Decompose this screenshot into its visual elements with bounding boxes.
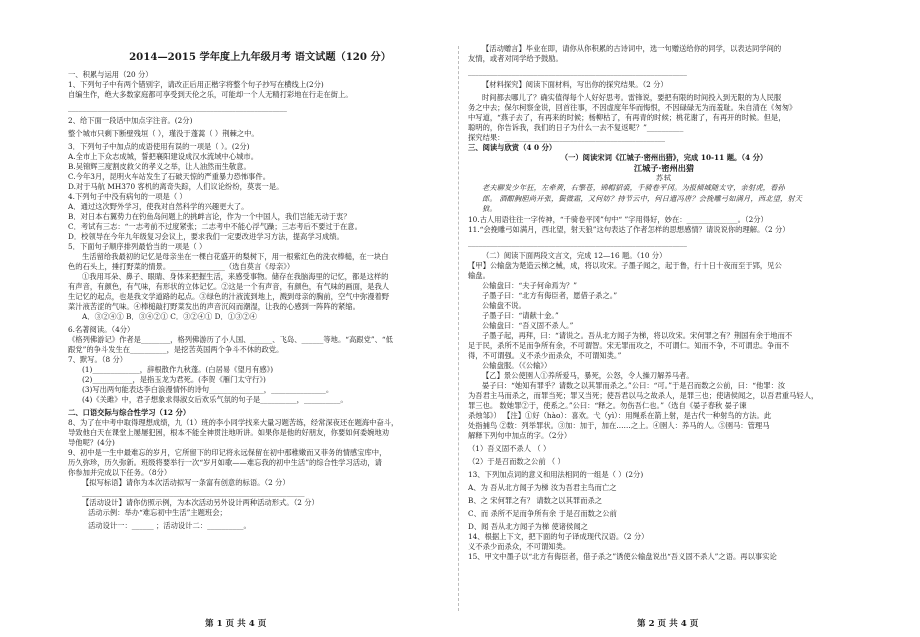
text-line: A．③②④① B．③④②① C．③②④① D．①③②④ <box>82 312 257 321</box>
text-line: D．校领导在今年九年级复习会议上，要求我们一定要改进学习方法，提高学习成绩。 <box>68 232 344 241</box>
text-line: 务之中去；保尔柯察金说，回首往事，不因虚度年华而悔恨，不因碌碌无为而羞耻。朱自清在《匆匆》 <box>468 103 797 112</box>
text-line: 6.名著阅读。（4分） <box>68 325 135 334</box>
column-divider <box>458 46 459 611</box>
text-line: 罪三也。 数她罪②于，使系之。”公曰：“释之。勿伤吾仁也。”（选自《晏子春秋 晏子谏 <box>468 400 747 410</box>
text-line: 13、下列加点词的意义和用法相同的一组是（ ）(2分) <box>468 469 644 479</box>
text-line: 历久弥珍，历久弥新。班级将要举行一次“岁月如歌——难忘我的初中生活”的综合性学习活动，请 <box>68 458 382 467</box>
text-line: ①我用耳朵、鼻子、眼睛、身体来把握生活，来感受事物。储存在我脑海里的记忆，都是这样的 <box>82 272 389 281</box>
text-line: 菜汁液苦涩的气味。④棒槌敲打野菜发出的声音沉闷而潮湿，让我的心感到一阵阵的紧缩。 <box>68 302 360 311</box>
text-line: 公输盘曰：“吾义固不杀人。” <box>482 320 574 330</box>
text-line: （二）阅读下面两段文言文，完成 12—16 题。（10 分） <box>482 250 667 260</box>
text-line: 整个城市只剩下断壁残垣（ ），瑾没于蓬蒿（ ）荆棘之中。 <box>68 129 259 138</box>
text-line: 聪明的，你告诉我，我们的日子为什么一去不复返呢？”__________ <box>468 123 684 132</box>
text-line: 探究结果：____________________________________________ <box>468 133 666 142</box>
text-line: B．对日本右翼势力在钓鱼岛问题上的挑衅言论，作为一个中国人，我们岂能无动于衷？ <box>68 212 351 221</box>
text-line: 义不杀少而杀众，不可谓知类。 <box>468 541 571 551</box>
text-line: 【活动赠言】毕业在即，请你从你积累的古诗词中，选一句赠送给你的同学，以表达同学间的 <box>482 44 782 53</box>
poem-line: 狼。 <box>482 204 497 213</box>
text-line: C.今年3月，昆明火车站发生了石破天惊的严重暴力恐怖事件。 <box>68 172 271 181</box>
text-line: 活动示例：举办“难忘初中生活”主题班会； <box>88 508 227 517</box>
text-line: A、为 吾从北方闻子为梯 汝为吾君主鸟而亡之 <box>468 482 617 492</box>
exam-title: 2014—2015 学年度上九年级月考 语文试题（120 分） <box>129 51 391 63</box>
text-line: 活动设计一：______ ；活动设计二：__________。 <box>88 521 251 530</box>
text-line: 10.古人用语往往一字传神，“千骑卷平冈”句中“ ”字用得好，妙在：______________。（2分） <box>468 214 768 224</box>
text-line: 【材料探究】阅读下面材料，写出你的探究结果。（2 分） <box>482 80 668 89</box>
page-two-column <box>468 0 860 637</box>
text-line: 生活留给我最初的记忆是母亲坐在一棵白花盛开的梨树下，用一根紫红色的洗衣棒槌，在一块白 <box>82 252 389 261</box>
text-line: 【活动设计】请你仿照示例，为本次活动另外设计两种活动形式。（2 分） <box>82 498 319 507</box>
text-line: （1）吾义固不杀人 （ ） <box>468 443 551 453</box>
text-line: 处指捕鸟 ②数：列举罪状。③加：加于，加在……之上。④圉人：养马的人。⑤圉马：管理马 <box>468 420 770 430</box>
text-line: 导他呢？(4分) <box>68 438 115 447</box>
text-line: 得，不可谓强。义不杀少而杀众，不可谓知类。” <box>468 350 622 360</box>
poem-line: 老夫聊发少年狂，左牵黄，右擎苍，锦帽貂裘，千骑卷平冈。为报倾城随太守，亲射虎，看孙 <box>482 183 785 192</box>
poem-line: 郎。 酒酣胸胆尚开张，鬓微霜，又何妨？持节云中，何日遣冯唐？会挽雕弓如满月，西北望，射天 <box>482 193 803 203</box>
text-line: 足于民，杀所不足而争所有余，不可谓智。宋无罪而攻之，不可谓仁。知而不争，不可谓忠。争而不 <box>468 340 790 350</box>
text-line: 3．下列句子中加点的成语使用有误的一项是（ ）。(2分) <box>68 142 250 151</box>
text-line: 生记忆的起点，也是我文学道路的起点。③绿色的汁液流到地上，溅到母亲的胸前，空气中弥漫着野 <box>68 292 390 301</box>
page-one-content <box>68 50 452 531</box>
text-line: 导致他白天在课堂上屡屡犯困，根本不能全神贯注地听讲。如果你是他的好朋友，你要如何委婉地劝 <box>68 428 390 437</box>
text-line: ____________________________________________________________ <box>68 103 287 112</box>
text-line: 公输盘不说。 <box>482 300 526 310</box>
page-one-questions <box>68 70 452 531</box>
text-line: 【乙】景公使圉人①养所爱马，暴死，公怒，令人操刀解养马者。 <box>482 370 694 380</box>
text-line: 输盘。 <box>468 270 490 280</box>
text-line: 一、积累与运用（20 分） <box>68 70 153 79</box>
text-line: 有声音，有颜色，有气味，有形状的立体记忆。②这是一个有声音，有颜色，有气味的画面，是我人 <box>68 282 390 291</box>
text-line: 杀烛邹》） 【注】①好（hào）：喜欢。弋（yì）：用绳系在箭上射，是古代一种射鸟的方法。此 <box>468 410 772 420</box>
text-line: 公输盘服。（《公输》） <box>482 360 552 370</box>
page-two-questions-part-one <box>468 44 860 163</box>
text-line: 解释下列句中加点的字。（2分） <box>468 430 572 440</box>
text-line: ____________________________________________________________ <box>468 67 687 76</box>
text-line: 中写道，“燕子去了，有再来的时候；杨柳枯了，有再青的时候；桃花谢了，有再开的时候。但是， <box>468 113 786 122</box>
text-line: (4)《关雎》中，君子想象求得淑女后欢乐气氛的句子是__________，__________。 <box>82 395 348 404</box>
poem-text <box>468 183 860 215</box>
text-line: 友情，或者对同学给予鼓励。 <box>468 54 563 63</box>
text-line: C．考试有三志：“一志考前不过度紧张；二志考中不能心浮气躁；三志考后不要过于在意。 <box>68 222 362 231</box>
text-line: 【甲】公输盘为楚造云梯之械，成，将以攻宋。子墨子闻之，起于鲁，行十日十夜而至于郢，见公 <box>468 260 782 270</box>
page-one-column <box>68 0 452 637</box>
text-line: 你参加并完成以下任务。（8分） <box>68 468 172 477</box>
text-line: B、之 宋何罪之有？ 请数之以其罪而杀之 <box>468 495 603 505</box>
text-line: 15、甲文中墨子以“北方有侮臣者，借子杀之”诱使公输盘说出“吾义固不杀人”之语。再以事实论 <box>468 551 777 561</box>
text-line: 子墨子曰：“请献十金。” <box>482 310 559 320</box>
text-line: 晏子曰：“她知有罪乎？请数之以其罪而杀之。”公曰：“可。”于是召而数之公前，曰：“他罪：汝 <box>482 380 786 390</box>
text-line: 7、默写。（8 分） <box>68 355 128 364</box>
text-line: 子墨子曰：“北方有侮臣者，愿借子杀之。” <box>482 290 618 300</box>
text-line: A.全市上下众志成城，誓把襄阳建设成汉水流域中心城市。 <box>68 152 259 161</box>
poem-author: 苏轼 <box>656 174 672 182</box>
text-line: C、而 杀所不足而争所有余 于是召而数之公前 <box>468 508 617 518</box>
text-line: B.吴锦辉三度割皮救父的孝义之举，让人油然而生敬意。 <box>68 162 251 171</box>
text-line: 1、下列句子中有两个错别字，请改正后用正楷字将整个句子抄写在横线上(2分) <box>68 80 324 89</box>
page-two-footer: 第 2 页 共 4 页 <box>637 619 699 629</box>
text-line: ____________________________________________________________ <box>468 237 687 247</box>
text-line: 跟党”的争斗发生在__________，是挖苦英国两个争斗不休的政党。 <box>68 345 284 354</box>
text-line: 公输盘曰：“夫子何命焉为？” <box>482 280 578 290</box>
text-line: 三、阅读与欣赏（4 0 分） <box>468 143 557 152</box>
text-line: (3)写出两句能表达李白浪漫情怀的诗句_______________，_______________。 <box>82 385 334 394</box>
text-line: 8、为了在中考中取得理想成绩，九（1）班的李小同学找来大量习题苦练，经常深夜还在题海中奋斗， <box>68 418 399 427</box>
text-line: 14、根据上下文，把下面的句子译成现代汉语。（2 分） <box>468 531 649 541</box>
text-line: 自编生作，绝大多数家庭都可享受到天伦之乐，可能却一个人无精打彩地在行走在街上。 <box>68 90 353 99</box>
page-two-questions-part-two <box>468 215 860 562</box>
text-line: 【拟写标语】请你为本次活动拟写一条富有创意的标语。（2 分） <box>82 478 290 487</box>
text-line: 9、初中是一生中最难忘的岁月，它所留下的印记将永远保留在初中那稚嫩而又菲务的情感宝库中， <box>68 448 387 457</box>
text-line: 4.下列句子中没有病句的一项是（ ） <box>68 192 187 201</box>
text-line: D.对于马航 MH370 客机的离奇失踪，人们议论纷纷，莫衷一是。 <box>68 182 284 191</box>
text-line: D、闻 吾从北方闻子为梯 使诸侯闻之 <box>468 521 588 531</box>
text-line: (2)___________，是指玉龙为君死。(李贺《雁门太守行》) <box>82 375 266 384</box>
text-line: （2）于是召而数之公前 （ ） <box>468 456 565 466</box>
text-line: 色的石头上，捶打野菜的情景。_______________（选自莫言《母亲》） <box>68 262 295 271</box>
text-line: 二、口语交际与综合性学习（12 分） <box>68 408 191 417</box>
text-line: 5．下面句子顺序排列最恰当的一项是（ ） <box>68 242 207 251</box>
page-one-footer: 第 1 页 共 4 页 <box>205 619 267 629</box>
text-line: （一）阅读宋词《江城子·密州出猎》，完成 10-11 题。（4 分） <box>560 153 768 162</box>
text-line: (1)_____________，辞根散作九秋蓬。(白居易《望月有感》) <box>82 365 274 374</box>
poem-title: 江城子·密州出猎 <box>633 163 695 173</box>
text-line: 时间都去哪儿了？确实值得每个人好好思考。雷锋说，要把有限的时间投入到无限的为人民服 <box>482 93 782 102</box>
text-line: 为吾君主马而杀之，而罪当死；罪又当死；使吾君以马之故杀人，是罪三也；使诸侯闻之，以吾君重马轻人， <box>468 390 819 400</box>
text-line: _____________________________________________________________ <box>82 488 305 497</box>
text-line: 《格列佛游记》作者是________，格列佛游历了小人国、______、飞岛、______等地。“高跟党”、“低 <box>68 335 393 344</box>
text-line: 子墨子起，再拜，曰：“请说之。吾从北方闻子为梯，将以攻宋。宋何罪之有？荆国有余于地而不 <box>482 330 793 340</box>
text-line: 2、给下面一段话中加点字注音。(2分) <box>68 116 193 125</box>
page-two-content <box>468 44 860 562</box>
text-line: A．通过这次野外学习，使我对自然科学的兴趣更大了。 <box>68 202 249 211</box>
text-line: 11.“会挽雕弓如满月，西北望，射天狼”这句表达了作者怎样的思想感情？请说说你的理解。（2 分） <box>468 224 790 234</box>
